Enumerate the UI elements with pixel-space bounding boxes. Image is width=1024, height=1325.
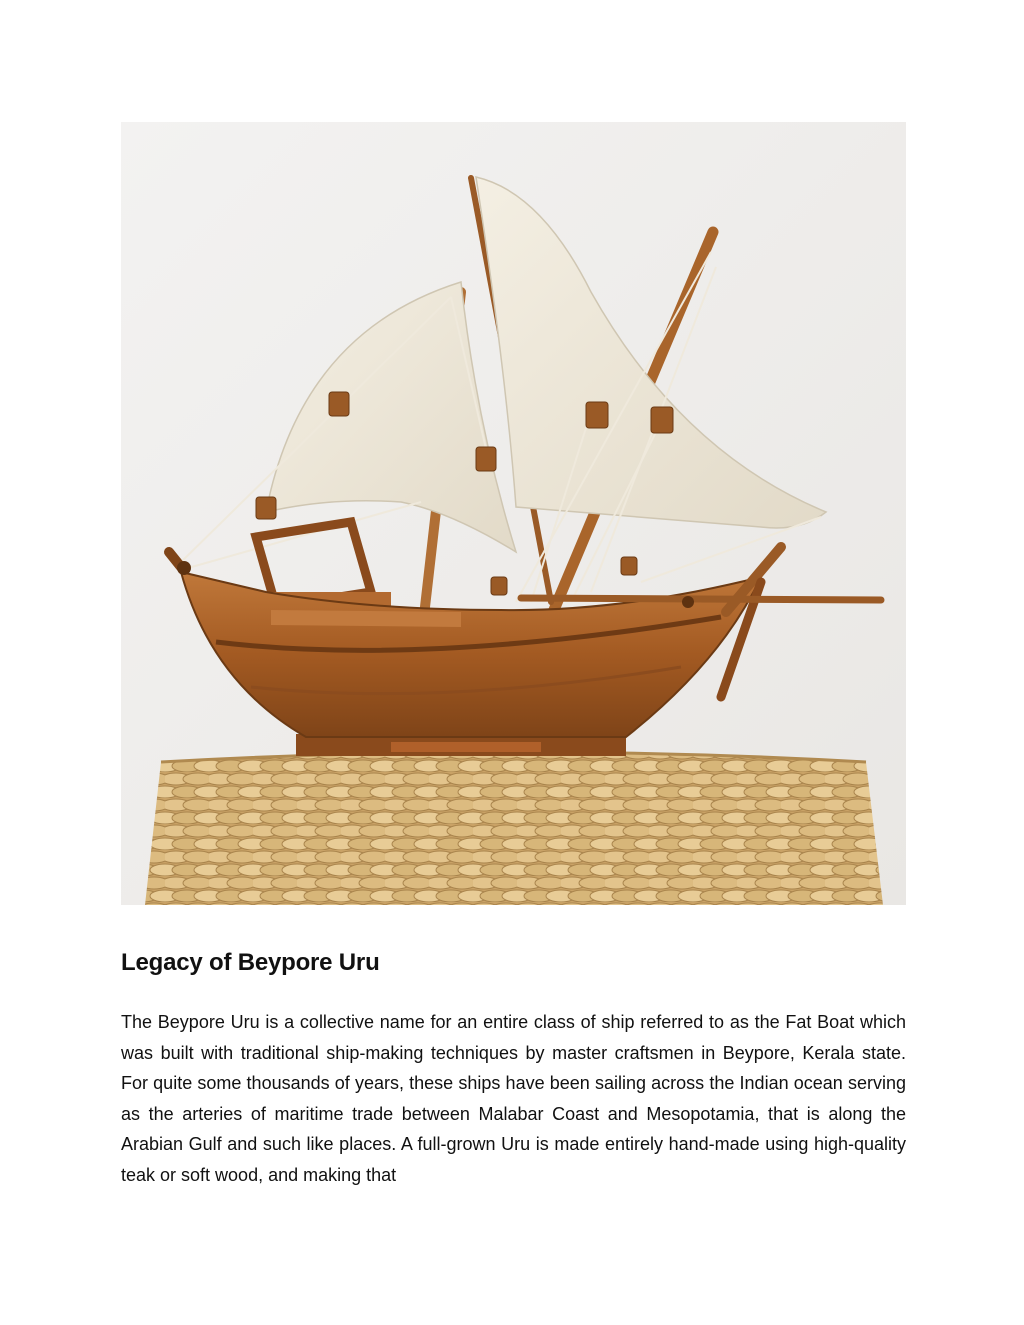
body-paragraph: The Beypore Uru is a collective name for an entire class of ship referred to as the Fat Boat which was built with traditional ship-making techniques by master craftsmen in Beypore, Kerala state. For quite some thousands of years, these ships have been sailing across the Indian ocean serving as the arteries of maritime trade between Malabar Coast and Mesopotamia, that is along the Arabian Gulf and such like places. A full-grown Uru is made entirely hand-made using high-quality teak or soft wood, and making that — [121, 1012, 906, 1185]
wooden-boat-illustration — [121, 122, 906, 905]
section-heading: Legacy of Beypore Uru — [121, 949, 380, 976]
boat-model-photo — [121, 122, 906, 905]
